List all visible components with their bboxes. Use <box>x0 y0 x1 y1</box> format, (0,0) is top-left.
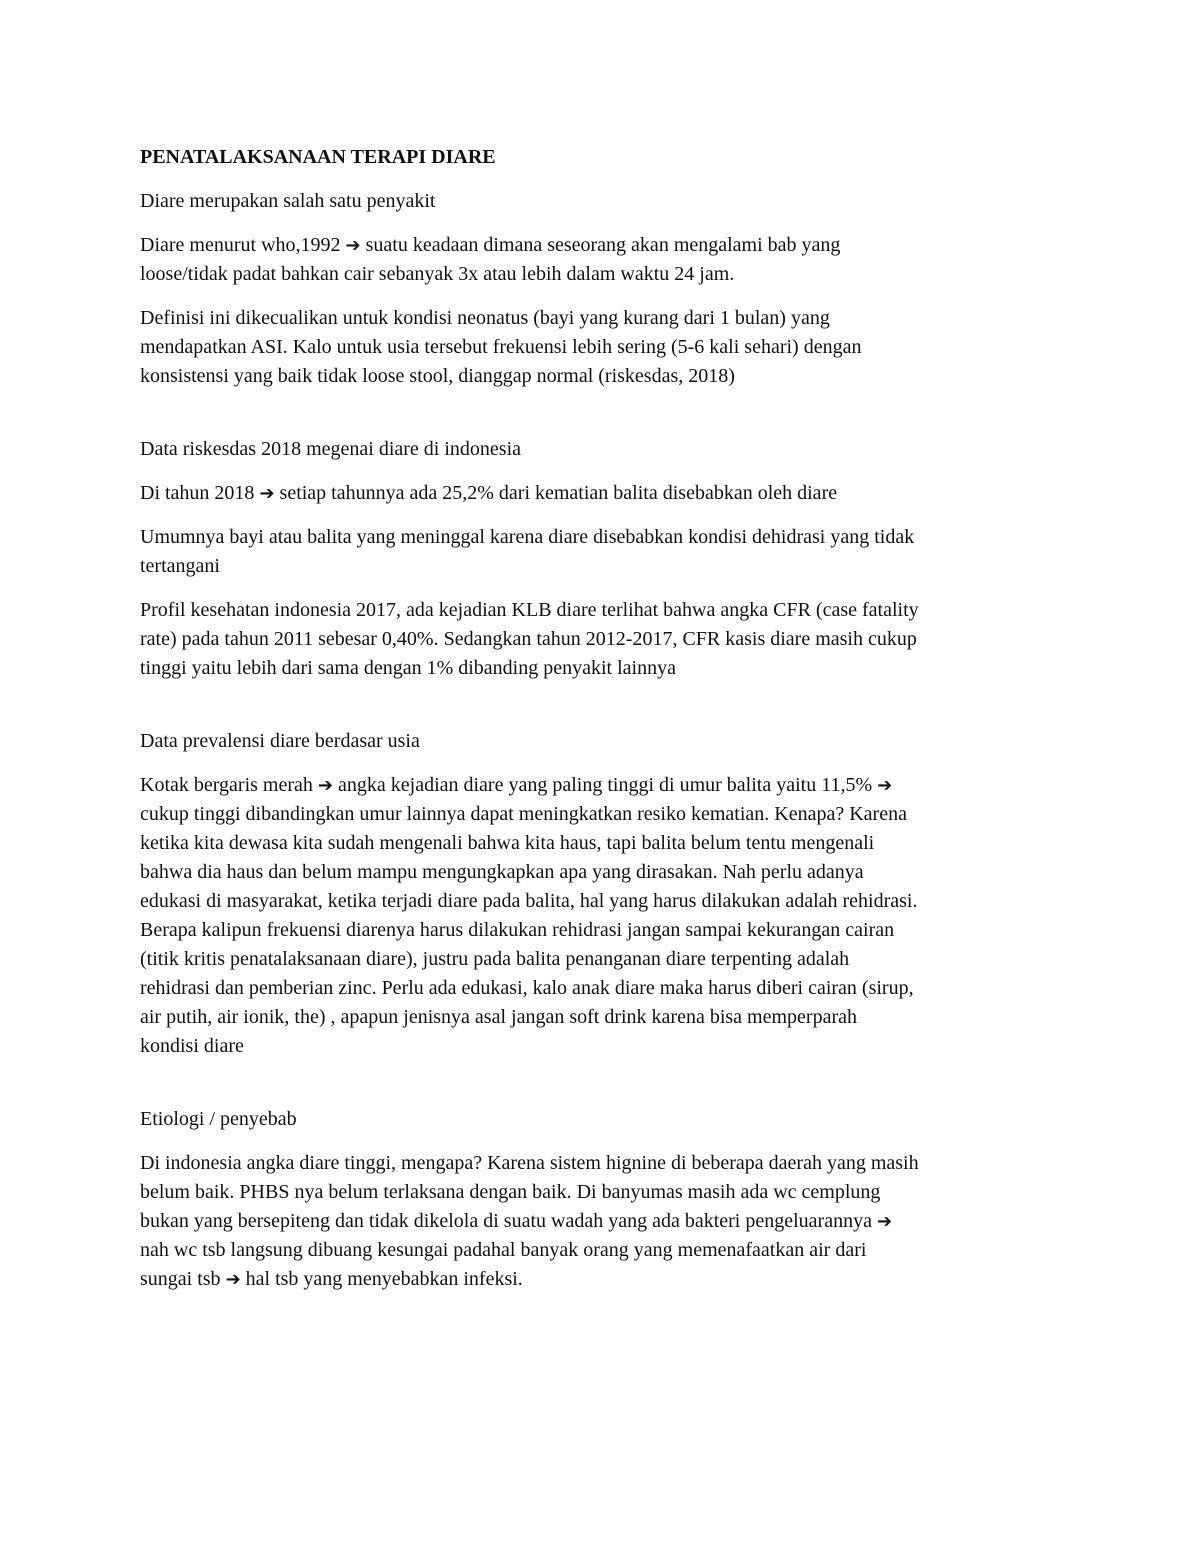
paragraph-line <box>140 771 1080 800</box>
section-heading-riskesdas: Data riskesdas 2018 megenai diare di indonesia <box>140 438 521 460</box>
text-segment: hal tsb yang menyebabkan infeksi. <box>240 1268 523 1290</box>
paragraph-kotak-merah <box>140 771 1080 1061</box>
paragraph-line <box>140 231 1080 260</box>
paragraph-line: edukasi di masyarakat, ketika terjadi diare pada balita, hal yang harus dilakukan adalah rehidrasi. <box>140 890 918 912</box>
text-segment: Diare menurut who,1992 <box>140 234 346 256</box>
document-title: PENATALAKSANAAN TERAPI DIARE <box>140 146 496 168</box>
section-heading-etiologi: Etiologi / penyebab <box>140 1108 297 1130</box>
paragraph-line <box>140 1207 1080 1236</box>
paragraph-line: tertangani <box>140 555 220 577</box>
paragraph-line: air putih, air ionik, the) , apapun jenisnya asal jangan soft drink karena bisa memperparah <box>140 1006 857 1028</box>
paragraph-line <box>140 479 1080 508</box>
text-segment: Kotak bergaris merah <box>140 774 318 796</box>
document-body <box>140 143 1080 1309</box>
paragraph-line: belum baik. PHBS nya belum terlaksana dengan baik. Di banyumas masih ada wc cemplung <box>140 1181 881 1203</box>
text-segment: sungai tsb <box>140 1268 226 1290</box>
paragraph-line: kondisi diare <box>140 1035 244 1057</box>
right-arrow-icon: ➔ <box>345 235 361 256</box>
paragraph-line: mendapatkan ASI. Kalo untuk usia tersebut frekuensi lebih sering (5-6 kali sehari) dengan <box>140 336 862 358</box>
paragraph-line: rehidrasi dan pemberian zinc. Perlu ada edukasi, kalo anak diare maka harus diberi cairan (sirup, <box>140 977 914 999</box>
text-segment: suatu keadaan dimana seseorang akan mengalami bab yang <box>360 234 841 256</box>
paragraph-line: cukup tinggi dibandingkan umur lainnya dapat meningkatkan resiko kematian. Kenapa? Karena <box>140 803 907 825</box>
right-arrow-icon: ➔ <box>877 775 893 796</box>
paragraph-profil-kesehatan <box>140 596 1080 683</box>
paragraph-line: ketika kita dewasa kita sudah mengenali bahwa kita haus, tapi balita belum tentu mengenali <box>140 832 875 854</box>
paragraph-2018-data <box>140 479 1080 508</box>
paragraph-line: loose/tidak padat bahkan cair sebanyak 3x atau lebih dalam waktu 24 jam. <box>140 263 735 285</box>
text-segment: setiap tahunnya ada 25,2% dari kematian balita disebabkan oleh diare <box>274 482 838 504</box>
paragraph-who-definition <box>140 231 1080 289</box>
text-segment: bukan yang bersepiteng dan tidak dikelola di suatu wadah yang ada bakteri pengeluarannya <box>140 1210 877 1232</box>
paragraph-line: rate) pada tahun 2011 sebesar 0,40%. Sedangkan tahun 2012-2017, CFR kasis diare masih cukup <box>140 628 917 650</box>
right-arrow-icon: ➔ <box>317 775 333 796</box>
paragraph-line <box>140 1265 1080 1294</box>
paragraph-line: Umumnya bayi atau balita yang meninggal karena diare disebabkan kondisi dehidrasi yang tidak <box>140 526 915 548</box>
paragraph-intro: Diare merupakan salah satu penyakit <box>140 190 436 212</box>
right-arrow-icon: ➔ <box>259 483 275 504</box>
right-arrow-icon: ➔ <box>876 1211 893 1232</box>
section-heading-prevalensi: Data prevalensi diare berdasar usia <box>140 730 420 752</box>
paragraph-line: Profil kesehatan indonesia 2017, ada kejadian KLB diare terlihat bahwa angka CFR (case fatality <box>140 599 919 621</box>
paragraph-etiologi <box>140 1149 1080 1294</box>
paragraph-line: konsistensi yang baik tidak loose stool, dianggap normal (riskesdas, 2018) <box>140 365 735 387</box>
paragraph-neonatus-exception <box>140 304 1080 391</box>
paragraph-dehydration <box>140 523 1080 581</box>
paragraph-line: Di indonesia angka diare tinggi, mengapa? Karena sistem hignine di beberapa daerah yang masih <box>140 1152 919 1174</box>
paragraph-line: Berapa kalipun frekuensi diarenya harus dilakukan rehidrasi jangan sampai kekurangan cairan <box>140 919 895 941</box>
text-segment: Di tahun 2018 <box>140 482 260 504</box>
paragraph-line: tinggi yaitu lebih dari sama dengan 1% dibanding penyakit lainnya <box>140 657 676 679</box>
paragraph-line: Definisi ini dikecualikan untuk kondisi neonatus (bayi yang kurang dari 1 bulan) yang <box>140 307 830 329</box>
paragraph-line: (titik kritis penatalaksanaan diare), justru pada balita penanganan diare terpenting adalah <box>140 948 850 970</box>
paragraph-line: bahwa dia haus dan belum mampu mengungkapkan apa yang dirasakan. Nah perlu adanya <box>140 861 864 883</box>
text-segment: angka kejadian diare yang paling tinggi di umur balita yaitu 11,5% <box>333 774 878 796</box>
right-arrow-icon: ➔ <box>225 1269 241 1290</box>
paragraph-line: nah wc tsb langsung dibuang kesungai padahal banyak orang yang memenafaatkan air dari <box>140 1239 867 1261</box>
